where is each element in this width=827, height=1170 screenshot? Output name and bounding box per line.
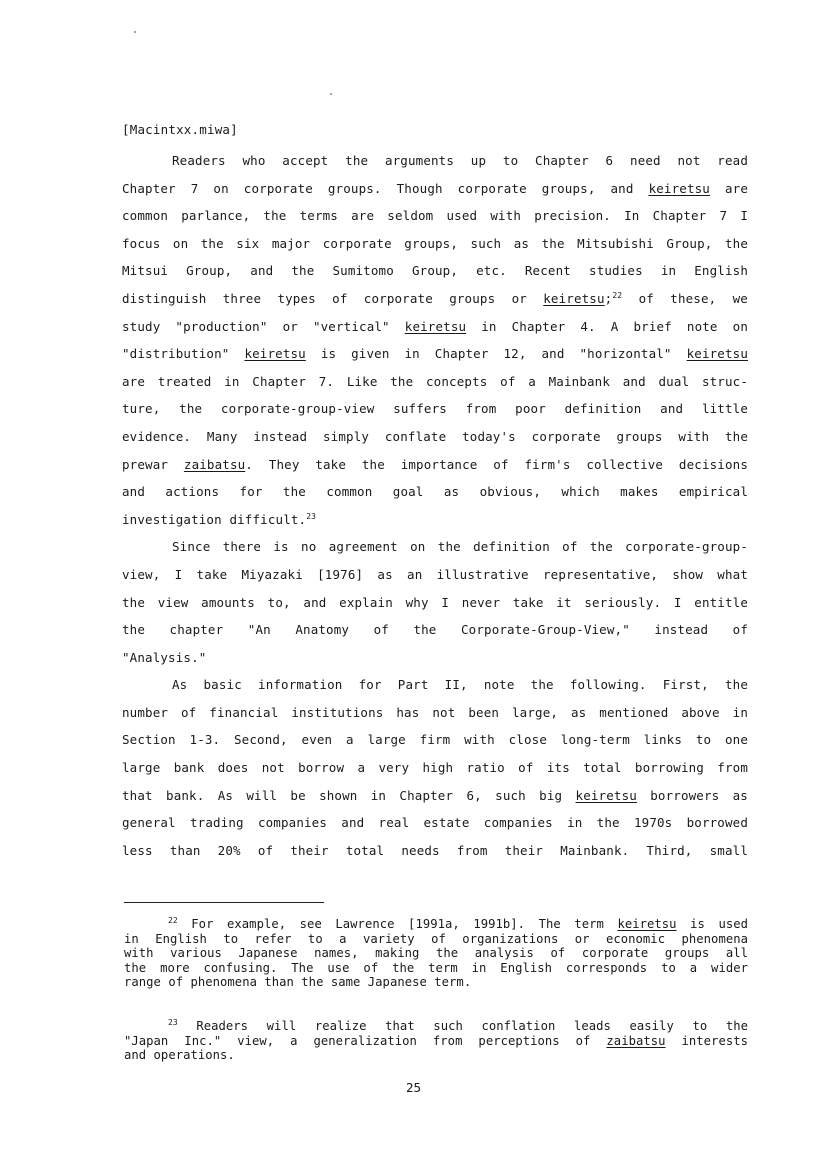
- term-zaibatsu: zaibatsu: [183, 456, 246, 472]
- body-line: "distribution" keiretsu is given in Chapter 12, and "horizontal" keiretsu: [122, 346, 748, 362]
- body-line: common parlance, the terms are seldom used with precision. In Chapter 7 I: [122, 208, 748, 224]
- body-text: [122, 147, 748, 864]
- footnote-mark: 23: [168, 1019, 178, 1027]
- body-line: that bank. As will be shown in Chapter 6, such big keiretsu borrowers as: [122, 787, 748, 803]
- footnote-line: "Japan Inc." view, a generalization from perceptions of zaibatsu interests: [124, 1033, 748, 1048]
- body-line: Section 1-3. Second, even a large firm with close long-term links to one: [122, 732, 748, 748]
- footnote-23: [124, 1019, 748, 1063]
- body-line: Mitsui Group, and the Sumitomo Group, etc. Recent studies in English: [122, 263, 748, 279]
- body-line: Readers who accept the arguments up to Chapter 6 need not read: [172, 153, 748, 168]
- term-keiretsu: keiretsu: [543, 290, 605, 306]
- body-line: Since there is no agreement on the definition of the corporate-group-: [172, 539, 748, 555]
- body-line: Chapter 7 on corporate groups. Though corporate groups, and keiretsu are: [122, 180, 748, 196]
- term-keiretsu: keiretsu: [617, 917, 677, 931]
- term-zaibatsu: zaibatsu: [606, 1033, 666, 1048]
- footnote-mark: 22: [168, 917, 178, 925]
- scan-speck: [330, 93, 332, 95]
- footnote-line: with various Japanese names, making the analysis of corporate groups all: [124, 946, 748, 961]
- body-line: study "production" or "vertical" keiretsu in Chapter 4. A brief note on: [122, 318, 748, 334]
- body-line: and actions for the common goal as obvious, which makes empirical: [122, 484, 748, 500]
- footnote-22: [124, 917, 748, 990]
- term-keiretsu: keiretsu: [404, 318, 467, 334]
- footnote-line: $^{23}$ Readers will realize that such conflation leads easily to the: [168, 1019, 748, 1033]
- footnote-ref[interactable]: 23: [306, 511, 317, 521]
- body-line: are treated in Chapter 7. Like the concepts of a Mainbank and dual struc-: [122, 373, 748, 389]
- footnote-ref[interactable]: 22: [612, 290, 623, 300]
- body-line: general trading companies and real estate companies in the 1970s borrowed: [122, 815, 748, 831]
- body-line: prewar zaibatsu. They take the importance of firm's collective decisions: [122, 456, 748, 472]
- body-line: "Analysis.": [122, 649, 207, 665]
- term-keiretsu: keiretsu: [686, 346, 748, 362]
- body-line: the view amounts to, and explain why I never take it seriously. I entitle: [122, 594, 748, 610]
- footnote-line: $^{22}$ For example, see Lawrence [1991a, 1991b]. The term keiretsu is used: [168, 917, 748, 931]
- scan-speck: [134, 31, 136, 33]
- term-keiretsu: keiretsu: [648, 180, 710, 196]
- page-number: 25: [405, 1080, 422, 1095]
- body-line: evidence. Many instead simply conflate today's corporate groups with the: [122, 428, 748, 444]
- body-line: distinguish three types of corporate groups or keiretsu;$^{22}$ of these, we: [122, 290, 748, 306]
- term-keiretsu: keiretsu: [575, 787, 637, 803]
- body-line: focus on the six major corporate groups, such as the Mitsubishi Group, the: [122, 235, 748, 251]
- footnote-line: the more confusing. The use of the term in English corresponds to a wider: [124, 960, 748, 975]
- term-keiretsu: keiretsu: [244, 346, 306, 362]
- file-tag: [Macintxx.miwa]: [122, 122, 238, 137]
- body-line: large bank does not borrow a very high ratio of its total borrowing from: [122, 760, 748, 776]
- body-line: view, I take Miyazaki [1976] as an illustrative representative, show what: [122, 566, 748, 582]
- footnote-line: and operations.: [124, 1048, 235, 1063]
- footnote-line: range of phenomena than the same Japanese term.: [124, 975, 472, 990]
- footnote-line: in English to refer to a variety of organizations or economic phenomena: [124, 931, 748, 946]
- body-line: investigation difficult.$^{23}$: [122, 511, 317, 527]
- body-line: the chapter "An Anatomy of the Corporate-Group-View," instead of: [122, 622, 748, 638]
- body-line: ture, the corporate-group-view suffers from poor definition and little: [122, 401, 748, 417]
- body-line: number of financial institutions has not been large, as mentioned above in: [122, 704, 748, 720]
- footnote-divider: [124, 902, 324, 903]
- body-line: less than 20% of their total needs from their Mainbank. Third, small: [122, 842, 748, 858]
- body-line: As basic information for Part II, note the following. First, the: [172, 677, 748, 693]
